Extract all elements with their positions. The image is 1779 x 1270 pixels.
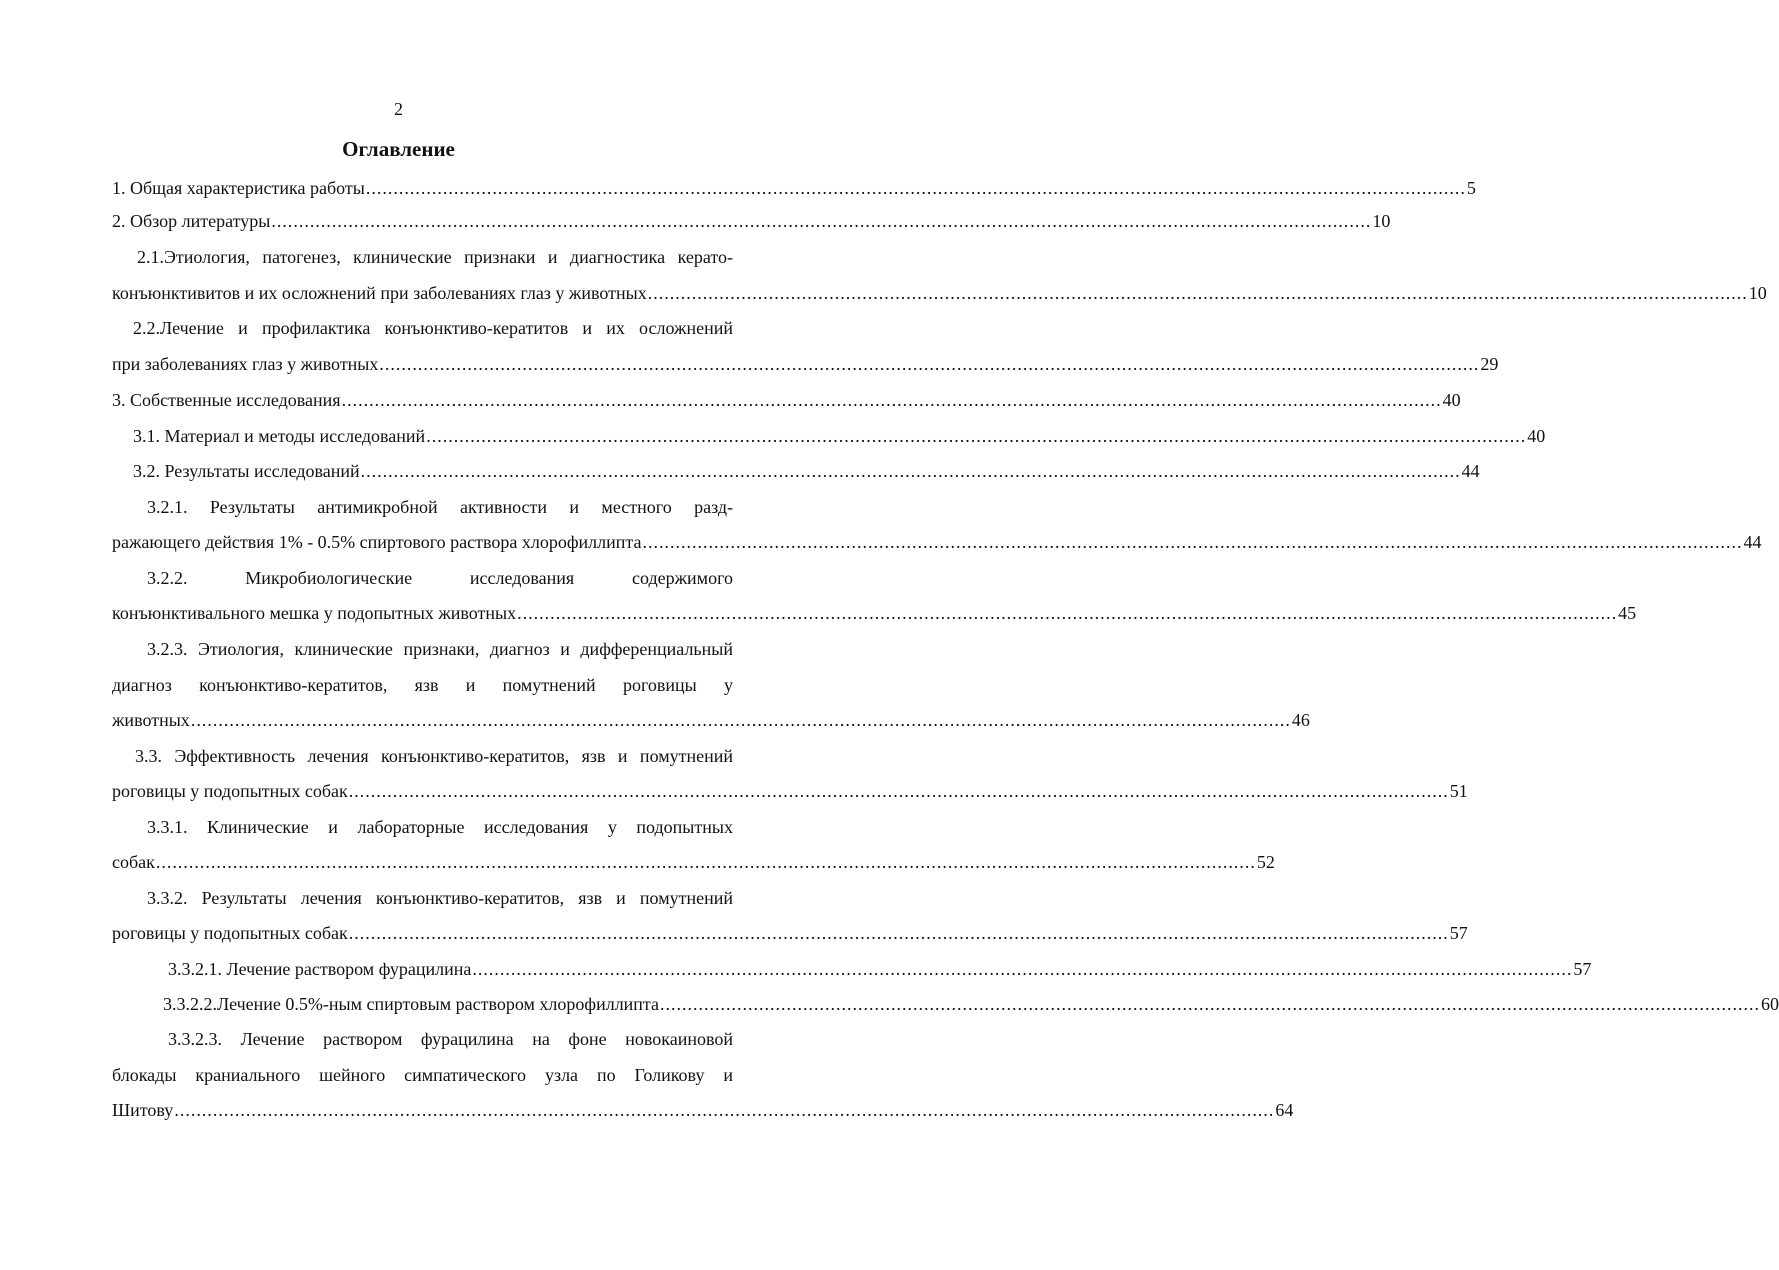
toc-entry-text: 3.2. Результаты исследований: [133, 461, 360, 481]
dot-leader: ........................................................................................................................................................................................................: [647, 283, 1748, 303]
toc-entry-text: животных: [112, 710, 190, 730]
toc-entry-3-1: [133, 421, 1546, 451]
dot-leader: ........................................................................................................................................................................................................: [472, 959, 1573, 979]
toc-entry-text: 3.3.2.1. Лечение раствором фурацилина: [168, 959, 472, 979]
toc-entry-2: [112, 206, 1391, 236]
toc-entry-3-3-2-3: [112, 1095, 1294, 1125]
toc-entry-2-1: [112, 278, 1767, 308]
toc-entry-2-2: [112, 349, 1499, 379]
toc-entry-3-2-1-line1: 3.2.1. Результаты антимикробной активности и местного разд-: [147, 497, 733, 517]
toc-entry-3-2-3: [112, 705, 1310, 735]
dot-leader: ........................................................................................................................................................................................................: [341, 390, 1442, 410]
dot-leader: ........................................................................................................................................................................................................: [365, 178, 1466, 198]
toc-entry-3-3-2-3-line2: блокады краниального шейного симпатического узла по Голикову и: [112, 1065, 733, 1085]
toc-entry-text: конъюнктивитов и их осложнений при заболеваниях глаз у животных: [112, 283, 647, 303]
toc-entry-3-3-line1: 3.3. Эффективность лечения конъюнктиво-кератитов, язв и помутнений: [135, 746, 733, 766]
toc-entry-3-2-3-line2: диагноз конъюнктиво-кератитов, язв и помутнений роговицы у: [112, 675, 733, 695]
dot-leader: ........................................................................................................................................................................................................: [642, 532, 1743, 552]
toc-entry-3: [112, 385, 1461, 415]
toc-entry-text: 2. Обзор литературы: [112, 211, 271, 231]
toc-entry-text: 3.1. Материал и методы исследований: [133, 426, 426, 446]
toc-entry-text: Шитову: [112, 1100, 174, 1120]
toc-entry-3-2: [133, 456, 1480, 486]
toc-entry-3-3-2-1: [168, 954, 1592, 984]
toc-entry-3-3-2-2: [163, 989, 1779, 1019]
toc-entry-3-2-1: [112, 527, 1762, 557]
toc-entry-page: 44: [1461, 461, 1480, 481]
toc-entry-page: 10: [1372, 211, 1391, 231]
toc-entry-text: 1. Общая характеристика работы: [112, 178, 365, 198]
toc-entry-3-3-2-3-line1: 3.3.2.3. Лечение раствором фурацилина на фоне новокаиновой: [168, 1029, 733, 1049]
toc-entry-page: 44: [1743, 532, 1762, 552]
toc-entry-3-3-2-line1: 3.3.2. Результаты лечения конъюнктиво-кератитов, язв и помутнений: [147, 888, 733, 908]
toc-entry-page: 5: [1466, 178, 1476, 198]
toc-entry-3-3-1-line1: 3.3.1. Клинические и лабораторные исследования у подопытных: [147, 817, 733, 837]
toc-entry-page: 10: [1748, 283, 1767, 303]
toc-entry-3-2-2: [112, 598, 1637, 628]
toc-entry-page: 40: [1442, 390, 1461, 410]
dot-leader: ........................................................................................................................................................................................................: [517, 603, 1618, 623]
toc-entry-3-2-3-line1: 3.2.3. Этиология, клинические признаки, диагноз и дифференциальный: [147, 639, 733, 659]
page-number: 2: [394, 99, 403, 119]
dot-leader: ........................................................................................................................................................................................................: [348, 781, 1449, 801]
toc-title: Оглавление: [342, 137, 455, 161]
toc-entry-text: 3. Собственные исследования: [112, 390, 341, 410]
toc-entry-3-3: [112, 776, 1468, 806]
toc-entry-page: 64: [1275, 1100, 1294, 1120]
toc-entry-2-1-line1: 2.1.Этиология, патогенез, клинические признаки и диагностика керато-: [137, 247, 733, 267]
dot-leader: ........................................................................................................................................................................................................: [155, 852, 1256, 872]
dot-leader: ........................................................................................................................................................................................................: [379, 354, 1480, 374]
dot-leader: ........................................................................................................................................................................................................: [426, 426, 1527, 446]
toc-entry-2-2-line1: 2.2.Лечение и профилактика конъюнктиво-кератитов и их осложнений: [133, 318, 733, 338]
toc-entry-text: при заболеваниях глаз у животных: [112, 354, 379, 374]
dot-leader: ........................................................................................................................................................................................................: [271, 211, 1372, 231]
toc-entry-text: 3.3.2.2.Лечение 0.5%-ным спиртовым раствором хлорофиллипта: [163, 994, 660, 1014]
toc-entry-page: 29: [1480, 354, 1499, 374]
toc-entry-text: роговицы у подопытных собак: [112, 781, 348, 801]
toc-entry-text: ражающего действия 1% - 0.5% спиртового раствора хлорофиллипта: [112, 532, 642, 552]
dot-leader: ........................................................................................................................................................................................................: [348, 923, 1449, 943]
toc-entry-page: 60: [1761, 994, 1779, 1014]
toc-entry-3-3-1: [112, 847, 1275, 877]
toc-entry-page: 46: [1291, 710, 1310, 730]
toc-entry-1: [112, 173, 1476, 203]
dot-leader: ........................................................................................................................................................................................................: [660, 994, 1761, 1014]
toc-entry-page: 40: [1527, 426, 1546, 446]
toc-entry-text: конъюнктивального мешка у подопытных животных: [112, 603, 517, 623]
dot-leader: ........................................................................................................................................................................................................: [190, 710, 1291, 730]
toc-entry-page: 45: [1618, 603, 1637, 623]
toc-entry-page: 57: [1573, 959, 1592, 979]
toc-entry-text: роговицы у подопытных собак: [112, 923, 348, 943]
dot-leader: ........................................................................................................................................................................................................: [174, 1100, 1275, 1120]
toc-entry-3-3-2: [112, 918, 1468, 948]
toc-entry-page: 57: [1449, 923, 1468, 943]
toc-entry-3-2-2-line1: 3.2.2. Микробиологические исследования содержимого: [147, 568, 733, 588]
toc-entry-page: 51: [1449, 781, 1468, 801]
toc-entry-text: собак: [112, 852, 155, 872]
dot-leader: ........................................................................................................................................................................................................: [360, 461, 1461, 481]
toc-entry-page: 52: [1256, 852, 1275, 872]
